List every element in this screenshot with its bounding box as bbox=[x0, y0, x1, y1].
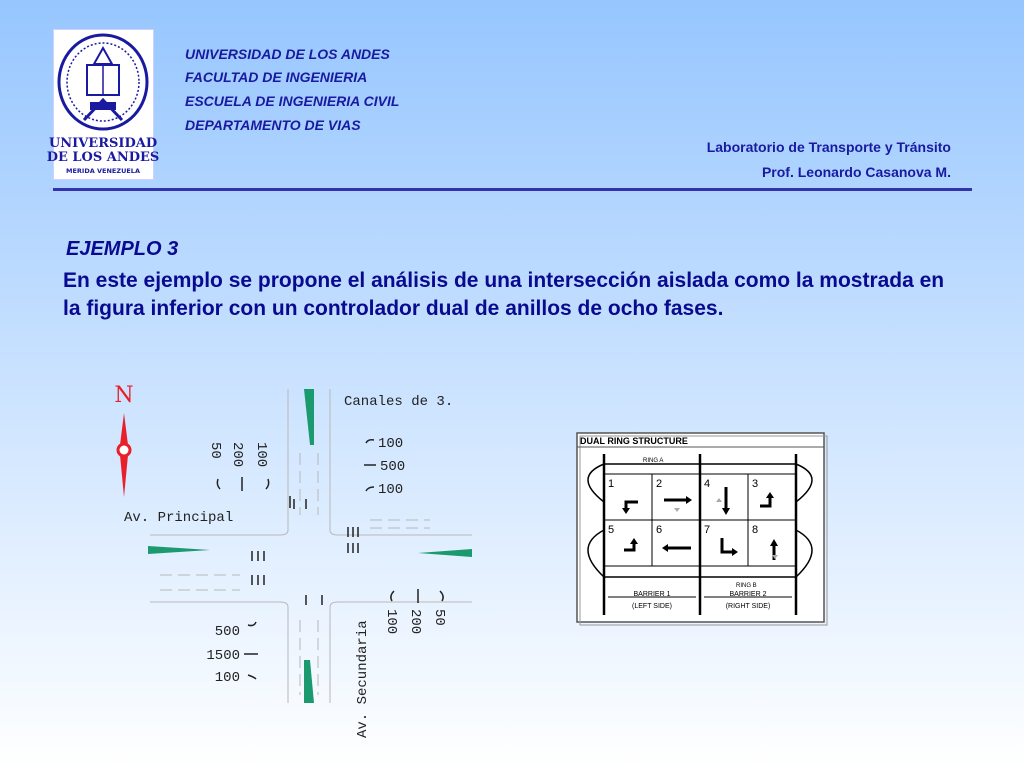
header-faculty: FACULTAD DE INGENIERIA bbox=[185, 69, 368, 85]
header-lab: Laboratorio de Transporte y Tránsito bbox=[706, 139, 951, 155]
west-through-volume: 1500 bbox=[206, 648, 240, 664]
west-right-volume: 100 bbox=[214, 670, 240, 686]
median-islands bbox=[148, 389, 472, 703]
header-divider bbox=[53, 188, 972, 191]
barrier1-label: BARRIER 1 bbox=[633, 591, 671, 598]
north-right-volume: 100 bbox=[253, 442, 269, 468]
phase-3-label: 3 bbox=[752, 478, 759, 490]
intersection-diagram bbox=[100, 375, 485, 745]
header-professor: Prof. Leonardo Casanova M. bbox=[761, 164, 951, 180]
dual-ring-diagram bbox=[576, 432, 826, 624]
east-right-volume: 100 bbox=[378, 482, 404, 498]
header-university: UNIVERSIDAD DE LOS ANDES bbox=[185, 46, 390, 62]
phase-2-label: 2 bbox=[656, 478, 663, 490]
header-department: DEPARTAMENTO DE VIAS bbox=[185, 117, 361, 133]
barrier2-side-label: (RIGHT SIDE) bbox=[725, 603, 771, 610]
logo-line3: MERIDA VENEZUELA bbox=[66, 167, 140, 175]
dual-ring-title: DUAL RING STRUCTURE bbox=[580, 436, 688, 446]
example-description: En este ejemplo se propone el análisis de una intersección aislada como la mostrada en la figura inferior con un controlador dual de anillos de ocho fases. bbox=[63, 269, 945, 320]
east-left-volume: 100 bbox=[378, 436, 404, 452]
main-avenue-label: Av. Principal bbox=[124, 510, 234, 526]
south-arrows bbox=[391, 589, 443, 603]
secondary-avenue-label: Av. Secundaria bbox=[355, 620, 371, 738]
north-through-volume: 200 bbox=[229, 442, 245, 468]
logo-line1: UNIVERSIDAD bbox=[48, 136, 158, 151]
ring-a-label: RING A bbox=[643, 458, 664, 464]
phase-1-label: 1 bbox=[608, 478, 615, 490]
phase-6-label: 6 bbox=[656, 524, 663, 536]
south-left-volume: 100 bbox=[383, 609, 399, 635]
phase-7-label: 7 bbox=[704, 524, 711, 536]
north-arrows bbox=[217, 477, 268, 491]
phase-5-label: 5 bbox=[608, 524, 615, 536]
header-school: ESCUELA DE INGENIERIA CIVIL bbox=[185, 93, 400, 109]
logo-line2: DE LOS ANDES bbox=[46, 150, 160, 165]
north-label: N bbox=[114, 383, 134, 408]
east-through-volume: 500 bbox=[380, 459, 406, 475]
example-title: EJEMPLO 3 bbox=[66, 238, 179, 260]
barrier2-label: BARRIER 2 bbox=[729, 591, 767, 598]
phase-8-label: 8 bbox=[752, 524, 759, 536]
south-right-volume: 50 bbox=[431, 609, 447, 626]
university-logo bbox=[46, 29, 160, 180]
lane-arrows bbox=[252, 496, 358, 605]
east-arrows bbox=[364, 440, 376, 491]
barrier1-side-label: (LEFT SIDE) bbox=[632, 603, 672, 610]
compass-icon bbox=[114, 383, 133, 497]
west-left-volume: 500 bbox=[214, 624, 240, 640]
phase-4-label: 4 bbox=[704, 478, 711, 490]
north-left-volume: 50 bbox=[207, 442, 223, 459]
west-arrows bbox=[244, 622, 258, 679]
lanes-note: Canales de 3. bbox=[344, 394, 454, 410]
ring-b-label: RING B bbox=[736, 583, 757, 589]
south-through-volume: 200 bbox=[407, 609, 423, 635]
